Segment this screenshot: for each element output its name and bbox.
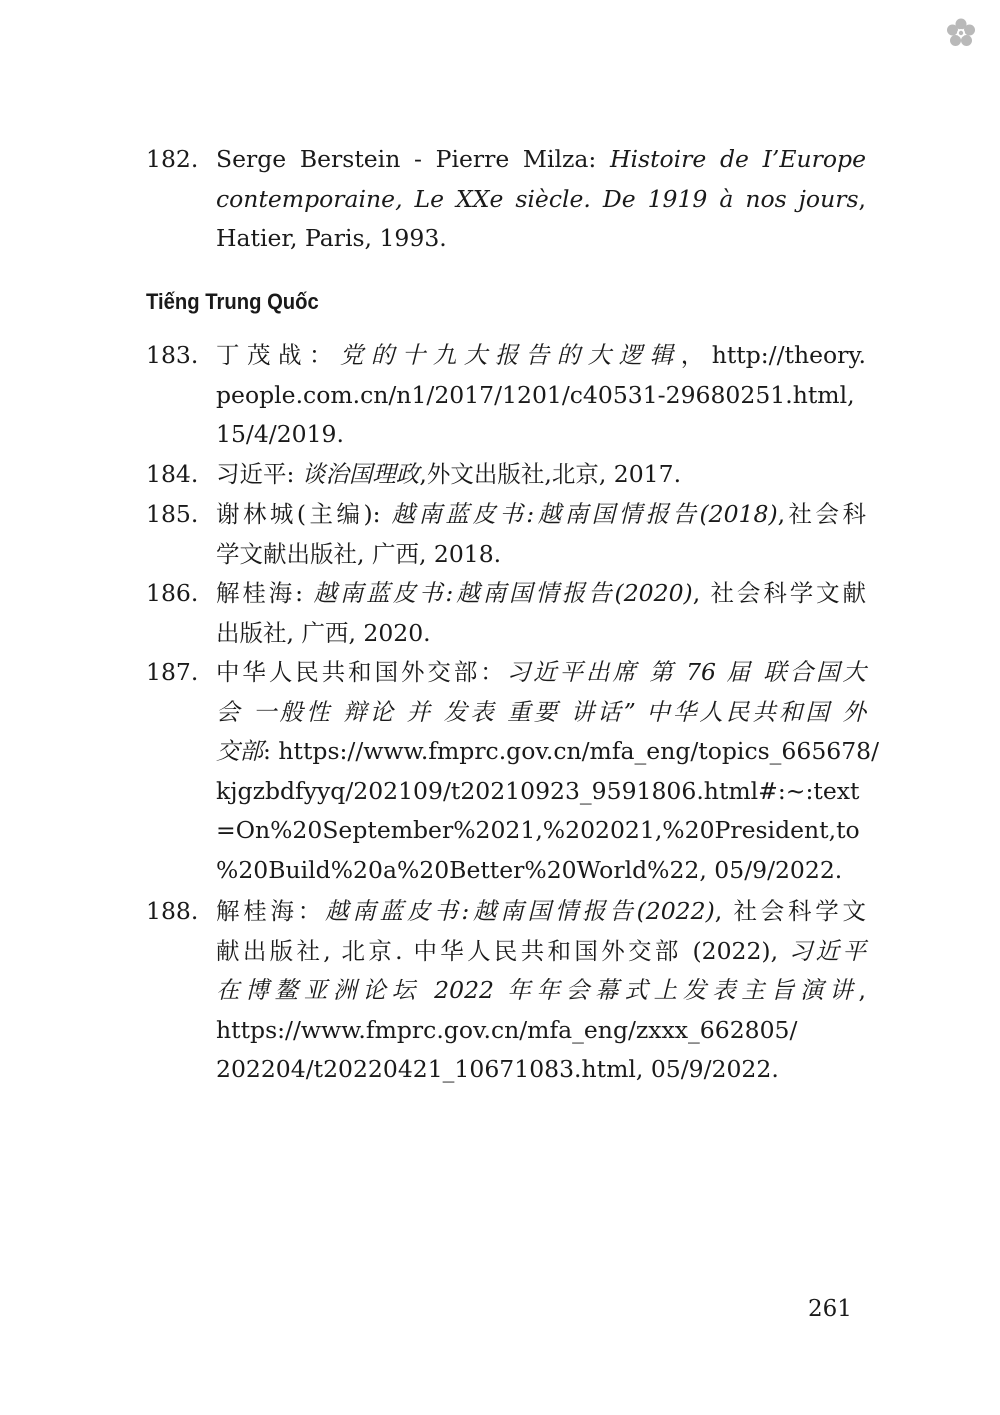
- reference-line: 学文献出版社, 广西, 2018.: [216, 539, 502, 568]
- reference-line: 15/4/2019.: [216, 420, 344, 448]
- reference-line: =On%20September%2021,%202021,%20President,to: [216, 816, 860, 844]
- flower-ornament-icon: [944, 16, 978, 50]
- book-title: 党的十九大报告的大逻辑: [339, 341, 681, 369]
- reference-187: [146, 653, 880, 890]
- speech-title: 习近平: [788, 936, 867, 965]
- reference-number: 185.: [146, 500, 199, 528]
- book-title: Histoire de I’Europe: [610, 145, 866, 173]
- reference-line: [216, 140, 866, 180]
- book-title: 越南蓝皮书:越南国情报告(2020): [313, 579, 693, 607]
- article-title: 交部: [216, 737, 263, 765]
- reference-188: [146, 892, 866, 1090]
- reference-number: 183.: [146, 341, 199, 369]
- section-heading: Tiếng Trung Quốc: [146, 289, 319, 314]
- reference-number: 184.: [146, 460, 199, 488]
- reference-number: 188.: [146, 897, 199, 925]
- reference-185: [146, 495, 866, 574]
- reference-line: 丁茂战：党的十九大报告的大逻辑，http://theory.: [216, 341, 867, 369]
- reference-line: 习近平: 谈治国理政,外文出版社,北京, 2017.: [216, 460, 682, 488]
- reference-182: [146, 140, 866, 259]
- article-title: 习近平出席 第 76 届 联合国大: [506, 658, 866, 686]
- book-title: 越南蓝皮书:越南国情报告(2022): [325, 897, 715, 925]
- reference-number: 187.: [146, 658, 199, 686]
- reference-line: 交部: https://www.fmprc.gov.cn/mfa_eng/topics_665678/: [216, 737, 880, 765]
- reference-line: kjgzbdfyyq/202109/t20210923_9591806.html#:~:text: [216, 776, 860, 805]
- reference-line: %20Build%20a%20Better%20World%22, 05/9/2022.: [216, 855, 843, 884]
- reference-line: 中华人民共和国外交部：习近平出席 第 76 届 联合国大: [216, 658, 866, 686]
- reference-line: Hatier, Paris, 1993.: [216, 224, 447, 252]
- reference-183: [146, 336, 866, 455]
- authors: Serge Berstein - Pierre Milza:: [216, 145, 610, 173]
- reference-line: 解桂海: 越南蓝皮书:越南国情报告(2020), 社会科学文献: [216, 579, 866, 607]
- article-title: 会 一般性 辩论 并 发表 重要 讲话” 中华人民共和国 外: [216, 697, 866, 726]
- reference-line: 在博鳌亚洲论坛 2022 年年会幕式上发表主旨演讲,: [216, 976, 866, 1004]
- reference-line: 202204/t20220421_10671083.html, 05/9/2022.: [216, 1055, 779, 1083]
- reference-line: people.com.cn/n1/2017/1201/c40531-29680251.html,: [216, 380, 855, 409]
- book-title: 越南蓝皮书:越南国情报告(2018): [391, 500, 778, 528]
- book-title: 谈治国理政: [301, 460, 420, 488]
- reference-186: [146, 574, 866, 653]
- reference-number: 182.: [146, 145, 199, 173]
- reference-line: 出版社, 广西, 2020.: [216, 618, 431, 647]
- reference-line: 献出版社, 北京. 中华人民共和国外交部 (2022), 习近平: [216, 936, 867, 965]
- reference-line: contemporaine, Le XXe siècle. De 1919 à nos jours,: [216, 184, 866, 213]
- reference-number: 186.: [146, 579, 199, 607]
- reference-line: [216, 693, 866, 733]
- reference-line: 谢林城(主编): 越南蓝皮书:越南国情报告(2018),社会科: [216, 500, 866, 528]
- reference-184: [146, 455, 866, 495]
- speech-title: 在博鳌亚洲论坛 2022 年年会幕式上发表主旨演讲: [216, 976, 859, 1004]
- page-number: 261: [808, 1296, 852, 1322]
- reference-line: https://www.fmprc.gov.cn/mfa_eng/zxxx_662805/: [216, 1015, 798, 1044]
- reference-line: 解桂海：越南蓝皮书:越南国情报告(2022), 社会科学文: [216, 897, 866, 925]
- book-title: contemporaine, Le XXe siècle. De 1919 à nos jours: [216, 184, 859, 213]
